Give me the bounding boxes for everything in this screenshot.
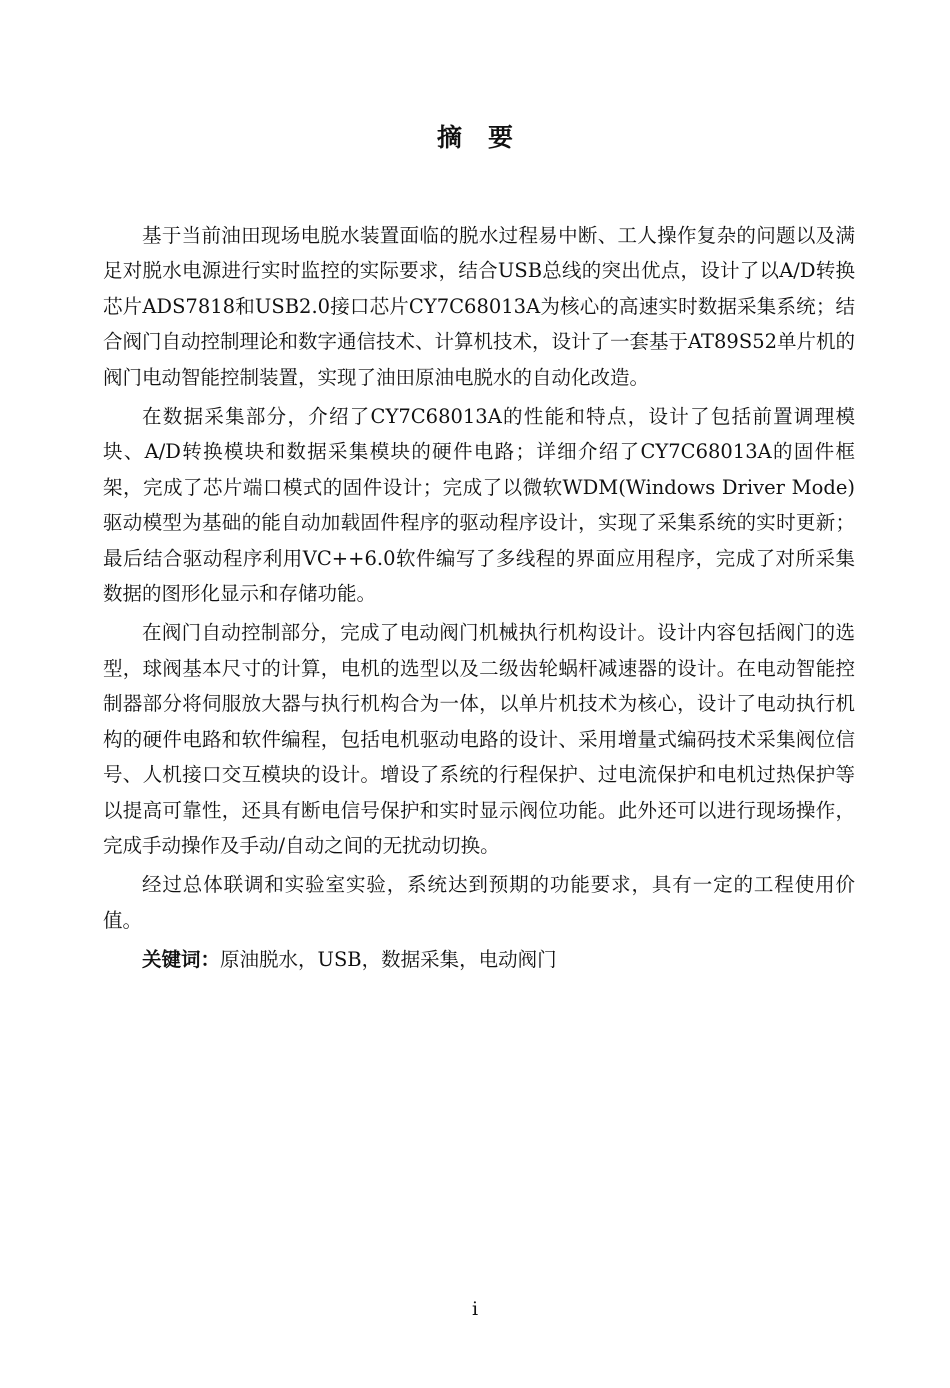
keywords-line bbox=[103, 942, 855, 977]
abstract-paragraph-1: 基于当前油田现场电脱水装置面临的脱水过程易中断、工人操作复杂的问题以及满足对脱水电源进行实时监控的实际要求，结合USB总线的突出优点，设计了以A/D转换芯片ADS7818和USB2.0接口芯片CY7C68013A为核心的高速实时数据采集系统；结合阀门自动控制理论和数字通信技术、计算机技术，设计了一套基于AT89S52单片机的阀门电动智能控制装置，实现了油田原油电脱水的自动化改造。 bbox=[103, 224, 856, 389]
keywords-text: 原油脱水，USB，数据采集，电动阀门 bbox=[220, 948, 557, 972]
keywords-label: 关键词： bbox=[142, 948, 221, 972]
abstract-body bbox=[103, 218, 855, 978]
abstract-paragraph-3: 在阀门自动控制部分，完成了电动阀门机械执行机构设计。设计内容包括阀门的选型，球阀基本尺寸的计算，电机的选型以及二级齿轮蜗杆减速器的设计。在电动智能控制器部分将伺服放大器与执行机构合为一体，以单片机技术为核心，设计了电动执行机构的硬件电路和软件编程，包括电机驱动电路的设计、采用增量式编码技术采集阀位信号、人机接口交互模块的设计。增设了系统的行程保护、过电流保护和电机过热保护等以提高可靠性，还具有断电信号保护和实时显示阀位功能。此外还可以进行现场操作，完成手动操作及手动/自动之间的无扰动切换。 bbox=[103, 621, 855, 857]
page-title: 摘要 bbox=[436, 123, 539, 152]
abstract-paragraph-4: 经过总体联调和实验室实验，系统达到预期的功能要求，具有一定的工程使用价值。 bbox=[103, 873, 855, 932]
page-number: i bbox=[471, 1298, 479, 1320]
abstract-paragraph-2: 在数据采集部分，介绍了CY7C68013A的性能和特点，设计了包括前置调理模块、A/D转换模块和数据采集模块的硬件电路；详细介绍了CY7C68013A的固件框架，完成了芯片端口模式的固件设计；完成了以微软WDM(Windows Driver Mode)驱动模型为基础的能自动加载固件程序的驱动程序设计，实现了采集系统的实时更新；最后结合驱动程序利用VC++6.0软件编写了多线程的界面应用程序，完成了对所采集数据的图形化显示和存储功能。 bbox=[103, 405, 855, 606]
